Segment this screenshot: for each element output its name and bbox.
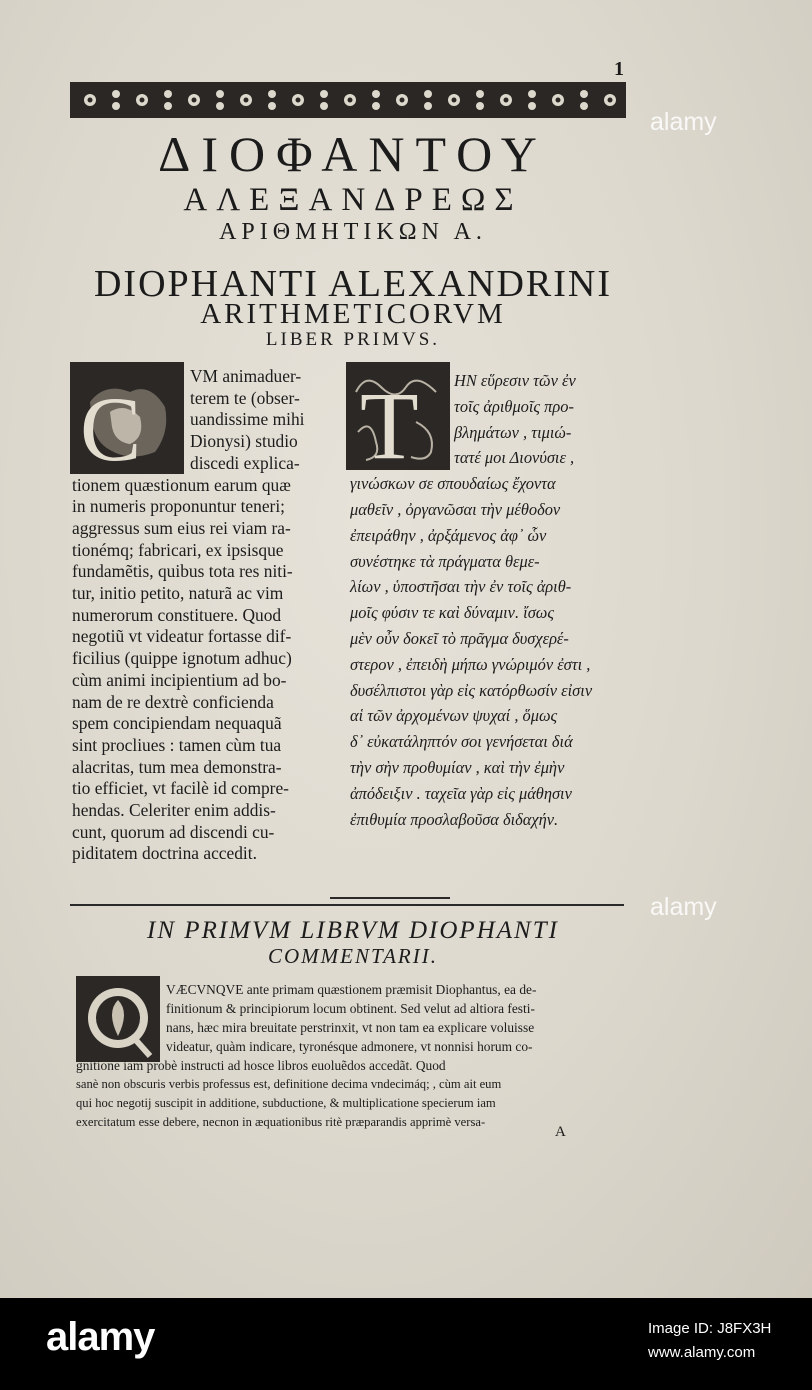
drop-cap-q-initial <box>76 976 160 1062</box>
commentary-line: gnitione iam probè instructi ad hosce libros euoluẽdos accedãt. Quod <box>76 1058 446 1073</box>
svg-text:C: C <box>80 378 142 474</box>
text-line: τὴν σὴν προθυμίαν , καὶ τὴν ἐμὴν <box>350 757 565 777</box>
footer-url: www.alamy.com <box>648 1344 756 1361</box>
text-line: στερον , ἐπειδὴ μήπω γνώριμόν ἐστι , <box>350 654 591 674</box>
title-greek-origin: ΑΛΕΞΑΝΔΡΕΩΣ <box>183 182 523 218</box>
title-latin-author: DIOPHANTI ALEXANDRINI <box>93 263 612 305</box>
text-line: ἐπειράθην , ἀρξάμενος ἀφ᾽ ὧν <box>350 525 547 545</box>
text-line: piditatem doctrina accedit. <box>72 843 257 864</box>
page-number: 1 <box>614 58 624 80</box>
text-line: nam de re dextrè conficienda <box>72 691 274 712</box>
text-line: terem te (obser- <box>190 387 300 408</box>
text-line: uandissime mihi <box>190 409 305 430</box>
text-line: τατέ μοι Διονύσιε , <box>454 448 575 468</box>
commentary-line: exercitatum esse debere, necnon in æquationibus ritè præparandis apprimè versa- <box>76 1115 486 1129</box>
commentary-heading: IN PRIMVM LIBRVM DIOPHANTI <box>147 917 559 944</box>
title-greek-author: ΔΙΟΦΑΝΤΟΥ <box>158 126 548 182</box>
text-line: alacritas, tum mea demonstra- <box>72 756 282 777</box>
text-line: δυσέλπιστοι γὰρ εἰς κατόρθωσίν εἰσιν <box>350 680 593 700</box>
commentary-line: videatur, quàm indicare, tyronésque admonere, vt nonnisi horum co- <box>166 1039 533 1054</box>
text-line: συνέστηκε τὰ πράγματα θεμε- <box>350 551 540 571</box>
text-line: ΗΝ εὕρεσιν τῶν ἐν <box>454 371 576 390</box>
text-line: Dionysi) studio <box>190 431 298 452</box>
text-line: τοῖς ἀριθμοῖς προ- <box>454 396 574 416</box>
text-line: αἱ τῶν ἀρχομένων ψυχαί , ὅμως <box>350 706 558 726</box>
commentary-line: finitionum & principiorum locum obtinent. Sed velut ad altiora festi- <box>166 1001 535 1016</box>
text-line: spem concipiendam nequaquã <box>72 713 282 734</box>
svg-text:T: T <box>360 372 419 470</box>
signature-mark: A <box>555 1124 566 1140</box>
text-line: cùm animi incipientium ad bo- <box>72 669 287 690</box>
text-line: hendas. Celeriter enim addis- <box>72 800 276 821</box>
greek-text-column <box>350 368 592 832</box>
separator-rule <box>70 904 624 906</box>
text-line: aggressus sum eius rei viam ra- <box>72 517 291 538</box>
text-line: cunt, quorum ad discendi cu- <box>72 821 275 842</box>
title-latin-work: ARITHMETICORVM <box>200 298 506 330</box>
commentary-line: nans, hæc mira breuitate perstrinxit, vt non tam ea explicare voluisse <box>166 1020 535 1035</box>
watermark: alamy <box>650 893 717 921</box>
commentary-line: sanè non obscuris verbis professus est, definitione decima vndecimáq; , cùm ait eum <box>76 1077 502 1091</box>
text-line: negotiũ vt videatur fortasse dif- <box>72 626 292 647</box>
text-line: tionem quæstionum earum quæ <box>72 474 291 495</box>
text-line: βλημάτων , τιμιώ- <box>454 422 572 442</box>
footer-brand: alamy <box>46 1315 155 1359</box>
text-line: VM animaduer- <box>190 366 302 386</box>
text-line: tio efficiet, vt facilè id compre- <box>72 778 289 799</box>
text-line: in numeris proponuntur teneri; <box>72 496 285 517</box>
separator-short <box>330 897 450 899</box>
commentary-subheading: COMMENTARII. <box>267 944 438 968</box>
ornament-band <box>70 82 626 118</box>
text-line: μαθεῖν , ὀργανῶσαι τὴν μέθοδον <box>350 499 561 519</box>
text-line: fundamẽtis, quibus tota res niti- <box>72 561 293 582</box>
watermark: alamy <box>650 108 717 136</box>
text-line: ἀπόδειξιν . ταχεῖα γὰρ εἰς μάθησιν <box>350 783 572 803</box>
latin-text-column <box>72 366 304 865</box>
footer-image-id: Image ID: J8FX3H <box>648 1320 772 1337</box>
text-line: μὲν οὖν δοκεῖ τὸ πρᾶγμα δυσχερέ- <box>350 628 569 648</box>
text-line: δ᾽ εὐκατάληπτόν σοι γενήσεται διά <box>350 732 573 752</box>
text-line: ἐπιθυμία προσλαβοῦσα διδαχήν. <box>350 809 559 829</box>
text-line: tionémq; fabricari, ex ipsisque <box>72 539 284 560</box>
commentary-line: qui hoc negotij suscipit in additione, subductione, & multiplicatione specierum iam <box>76 1096 496 1110</box>
commentary-line: VÆCVNQVE ante primam quæstionem præmisit Diophantus, ea de- <box>166 982 537 997</box>
text-line: λίων , ὑποστῆσαι τὴν ἐν τοῖς ἀριθ- <box>350 577 572 597</box>
text-line: ficilius (quippe ignotum adhuc) <box>72 648 292 669</box>
text-line: discedi explica- <box>190 452 300 473</box>
text-line: γινώσκων σε σπουδαίως ἔχοντα <box>350 474 556 494</box>
text-line: μοῖς φύσιν τε καὶ δύναμιν. ἴσως <box>350 603 555 623</box>
text-line: numerorum constituere. Quod <box>72 604 282 625</box>
text-line: tur, initio petito, naturã ac vim <box>72 583 284 604</box>
title-latin-book: LIBER PRIMVS. <box>265 329 441 350</box>
title-greek-work: ΑΡΙΘΜΗΤΙΚΩΝ Α. <box>219 219 487 245</box>
text-line: sint procliues : tamen cùm tua <box>72 734 282 755</box>
